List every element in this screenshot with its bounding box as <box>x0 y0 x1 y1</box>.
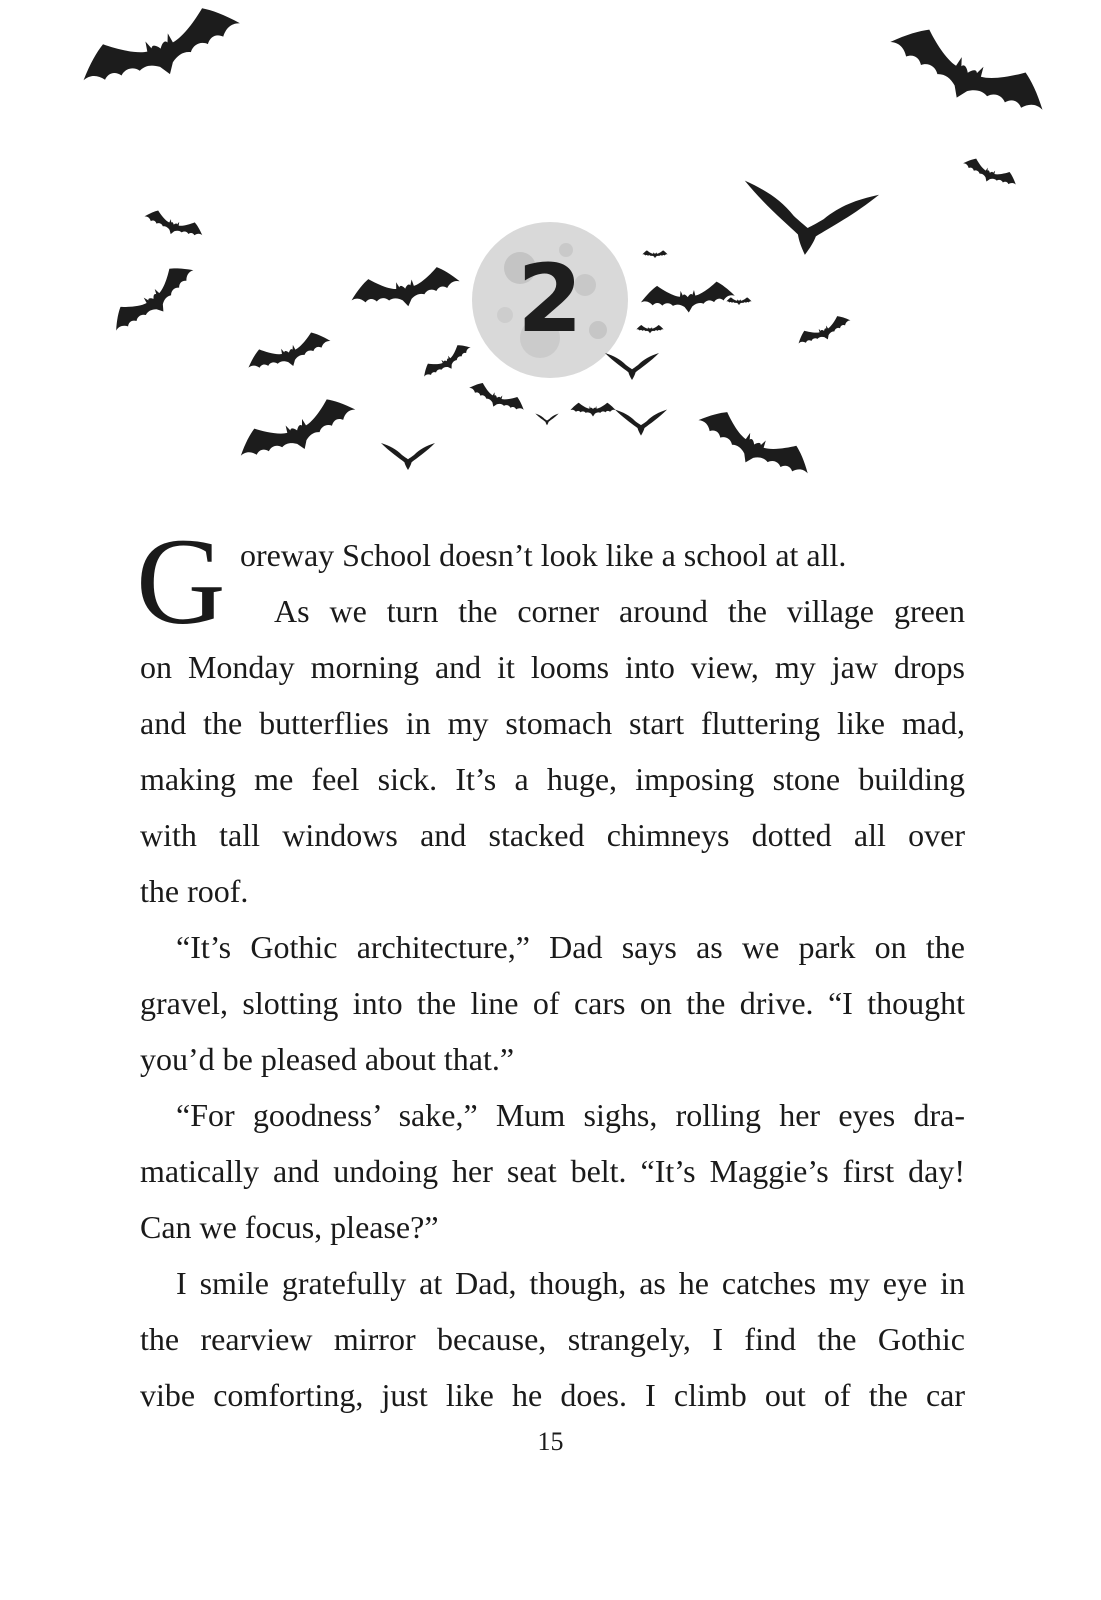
bat-icon <box>691 402 817 489</box>
text-line: I smile gratefully at Dad, though, as he catches my eye in <box>176 1265 965 1301</box>
bat-icon <box>466 379 527 418</box>
text-line: with tall windows and stacked chimneys dotted all over <box>140 817 965 853</box>
bat-icon <box>233 391 362 472</box>
text-line: “For goodness’ sake,” Mum sighs, rolling her eyes dra- <box>176 1097 965 1133</box>
bat-icon <box>795 312 854 351</box>
text-line: and the butterflies in my stomach start fluttering like mad, <box>140 705 965 741</box>
bat-icon <box>348 264 462 316</box>
chapter-body-text <box>136 513 965 1423</box>
drop-cap: G <box>136 513 226 650</box>
text-line: you’d be pleased about that.” <box>140 1041 515 1077</box>
text-line: making me feel sick. It’s a huge, imposing stone building <box>140 761 965 797</box>
text-line: gravel, slotting into the line of cars on the drive. “I thought <box>140 985 965 1021</box>
bat-icon <box>535 414 558 426</box>
bat-icon <box>419 340 474 383</box>
bat-icon <box>381 443 435 470</box>
bat-icon <box>244 328 334 380</box>
text-line: As we turn the corner around the village green <box>274 593 965 629</box>
text-line: Can we focus, please?” <box>140 1209 439 1245</box>
bat-icon <box>106 258 202 342</box>
text-line: “It’s Gothic architecture,” Dad says as we park on the <box>176 929 965 965</box>
bat-icon <box>881 17 1054 131</box>
text-line: matically and undoing her seat belt. “It’s Maggie’s first day! <box>140 1153 965 1189</box>
bat-icon <box>636 325 663 333</box>
bat-icon <box>726 297 751 305</box>
chapter-number: 2 <box>517 245 583 354</box>
text-line: on Monday morning and it looms into view, my jaw drops <box>140 649 965 685</box>
bat-icon <box>74 0 248 103</box>
bat-icon <box>570 403 615 417</box>
bat-icon <box>642 250 667 258</box>
text-line: vibe comforting, just like he does. I climb out of the car <box>140 1377 965 1413</box>
text-line: the roof. <box>140 873 249 909</box>
bat-icon <box>142 207 206 243</box>
text-line: oreway School doesn’t look like a school at all. <box>240 537 847 573</box>
bat-icon <box>738 181 879 262</box>
bat-icon <box>615 410 667 436</box>
bat-icon <box>640 280 736 315</box>
page-number: 15 <box>537 1427 564 1456</box>
text-line: the rearview mirror because, strangely, I find the Gothic <box>140 1321 965 1357</box>
bat-icon <box>960 155 1019 192</box>
